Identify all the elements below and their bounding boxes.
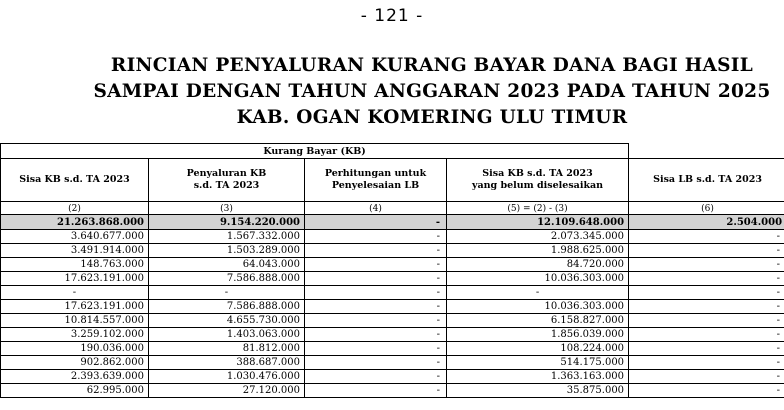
- cell-penyaluran-kb: 81.812.000: [149, 342, 305, 356]
- index-cell: (3): [149, 202, 305, 215]
- cell-perhitungan: -: [305, 244, 447, 258]
- column-header-sisa-kb-belum: [447, 159, 629, 202]
- group-header-blank: [629, 144, 784, 159]
- cell-penyaluran-kb: 7.586.888.000: [149, 300, 305, 314]
- cell-sisa-lb: -: [629, 272, 784, 286]
- column-header-sisa-kb: [1, 159, 149, 202]
- page-number: - 121 -: [360, 6, 424, 26]
- column-header-label: Sisa KB s.d. TA 2023: [19, 174, 130, 185]
- cell-sisa-lb: -: [629, 328, 784, 342]
- cell-perhitungan: -: [305, 370, 447, 384]
- title-line-3: KAB. OGAN KOMERING ULU TIMUR: [236, 107, 628, 128]
- cell-sisa-lb: -: [629, 244, 784, 258]
- cell-perhitungan: -: [305, 342, 447, 356]
- column-header-perhitungan: [305, 159, 447, 202]
- cell-sisa-kb: 3.491.914.000: [1, 244, 149, 258]
- cell-sisa-kb-belum: 108.224.000: [447, 342, 629, 356]
- cell-sisa-kb-belum: 1.988.625.000: [447, 244, 629, 258]
- column-header-penyaluran-kb: [149, 159, 305, 202]
- title-line-2: SAMPAI DENGAN TAHUN ANGGARAN 2023 PADA TAHUN 2025: [93, 81, 771, 102]
- cell-sisa-lb: -: [629, 370, 784, 384]
- table-row: [1, 314, 784, 328]
- index-cell: (2): [1, 202, 149, 215]
- cell-sisa-kb: 3.640.677.000: [1, 230, 149, 244]
- cell-penyaluran-kb: 1.030.476.000: [149, 370, 305, 384]
- table-row: [1, 384, 784, 398]
- cell-sisa-kb: 17.623.191.000: [1, 300, 149, 314]
- table-row: [1, 356, 784, 370]
- table-row: [1, 244, 784, 258]
- cell-penyaluran-kb: 1.503.289.000: [149, 244, 305, 258]
- cell-sisa-lb: -: [629, 342, 784, 356]
- cell-perhitungan: -: [305, 230, 447, 244]
- document-title: [0, 53, 784, 131]
- total-perhitungan: -: [305, 215, 447, 230]
- cell-sisa-kb-belum: 6.158.827.000: [447, 314, 629, 328]
- cell-sisa-kb-belum: 10.036.303.000: [447, 300, 629, 314]
- cell-sisa-kb-belum: 35.875.000: [447, 384, 629, 398]
- cell-sisa-kb-belum: 1.363.163.000: [447, 370, 629, 384]
- cell-perhitungan: -: [305, 272, 447, 286]
- cell-sisa-lb: -: [629, 286, 784, 300]
- cell-perhitungan: -: [305, 314, 447, 328]
- cell-sisa-lb: -: [629, 230, 784, 244]
- cell-sisa-lb: -: [629, 356, 784, 370]
- column-header-label: Penyaluran KB: [186, 168, 267, 179]
- total-row: [1, 215, 784, 230]
- total-penyaluran-kb: 9.154.220.000: [149, 215, 305, 230]
- total-sisa-kb: 21.263.868.000: [1, 215, 149, 230]
- column-header-sublabel: yang belum diselesaikan: [471, 180, 604, 191]
- cell-penyaluran-kb: -: [149, 286, 305, 300]
- cell-penyaluran-kb: 388.687.000: [149, 356, 305, 370]
- cell-sisa-kb: 3.259.102.000: [1, 328, 149, 342]
- cell-sisa-kb-belum: -: [447, 286, 629, 300]
- total-sisa-kb-belum: 12.109.648.000: [447, 215, 629, 230]
- cell-sisa-kb-belum: 514.175.000: [447, 356, 629, 370]
- table-row: [1, 230, 784, 244]
- cell-sisa-kb: 62.995.000: [1, 384, 149, 398]
- cell-sisa-kb: 2.393.639.000: [1, 370, 149, 384]
- cell-perhitungan: -: [305, 300, 447, 314]
- column-header-sisa-lb: [629, 159, 784, 202]
- cell-sisa-kb: 190.036.000: [1, 342, 149, 356]
- table-row: [1, 342, 784, 356]
- cell-penyaluran-kb: 1.567.332.000: [149, 230, 305, 244]
- cell-sisa-lb: -: [629, 258, 784, 272]
- cell-sisa-kb: 17.623.191.000: [1, 272, 149, 286]
- cell-sisa-kb: 10.814.557.000: [1, 314, 149, 328]
- table-row: [1, 300, 784, 314]
- cell-sisa-lb: -: [629, 300, 784, 314]
- cell-sisa-kb: -: [1, 286, 149, 300]
- cell-sisa-kb-belum: 10.036.303.000: [447, 272, 629, 286]
- table-row: [1, 286, 784, 300]
- cell-perhitungan: -: [305, 384, 447, 398]
- column-header-label: Perhitungan untuk: [324, 168, 427, 179]
- column-header-label: Sisa KB s.d. TA 2023: [482, 168, 593, 179]
- column-header-label: Sisa LB s.d. TA 2023: [653, 174, 762, 185]
- cell-perhitungan: -: [305, 356, 447, 370]
- group-header-kurang-bayar: Kurang Bayar (KB): [1, 144, 629, 159]
- cell-sisa-kb-belum: 1.856.039.000: [447, 328, 629, 342]
- table-row: [1, 328, 784, 342]
- column-header-sublabel: Penyelesaian LB: [331, 180, 420, 191]
- cell-perhitungan: -: [305, 328, 447, 342]
- cell-penyaluran-kb: 64.043.000: [149, 258, 305, 272]
- cell-perhitungan: -: [305, 286, 447, 300]
- title-line-1: RINCIAN PENYALURAN KURANG BAYAR DANA BAGI HASIL: [110, 55, 754, 76]
- cell-sisa-lb: -: [629, 384, 784, 398]
- total-sisa-lb: 2.504.000: [629, 215, 784, 230]
- cell-sisa-lb: -: [629, 314, 784, 328]
- cell-penyaluran-kb: 1.403.063.000: [149, 328, 305, 342]
- index-cell: (6): [629, 202, 784, 215]
- table-row: [1, 370, 784, 384]
- cell-sisa-kb-belum: 2.073.345.000: [447, 230, 629, 244]
- cell-sisa-kb: 148.763.000: [1, 258, 149, 272]
- column-header-sublabel: s.d. TA 2023: [193, 180, 260, 191]
- index-cell: (5) = (2) - (3): [447, 202, 629, 215]
- cell-penyaluran-kb: 4.655.730.000: [149, 314, 305, 328]
- cell-penyaluran-kb: 7.586.888.000: [149, 272, 305, 286]
- cell-sisa-kb-belum: 84.720.000: [447, 258, 629, 272]
- rincian-table: [0, 143, 784, 398]
- index-cell: (4): [305, 202, 447, 215]
- table-row: [1, 258, 784, 272]
- cell-penyaluran-kb: 27.120.000: [149, 384, 305, 398]
- table-row: [1, 272, 784, 286]
- cell-perhitungan: -: [305, 258, 447, 272]
- cell-sisa-kb: 902.862.000: [1, 356, 149, 370]
